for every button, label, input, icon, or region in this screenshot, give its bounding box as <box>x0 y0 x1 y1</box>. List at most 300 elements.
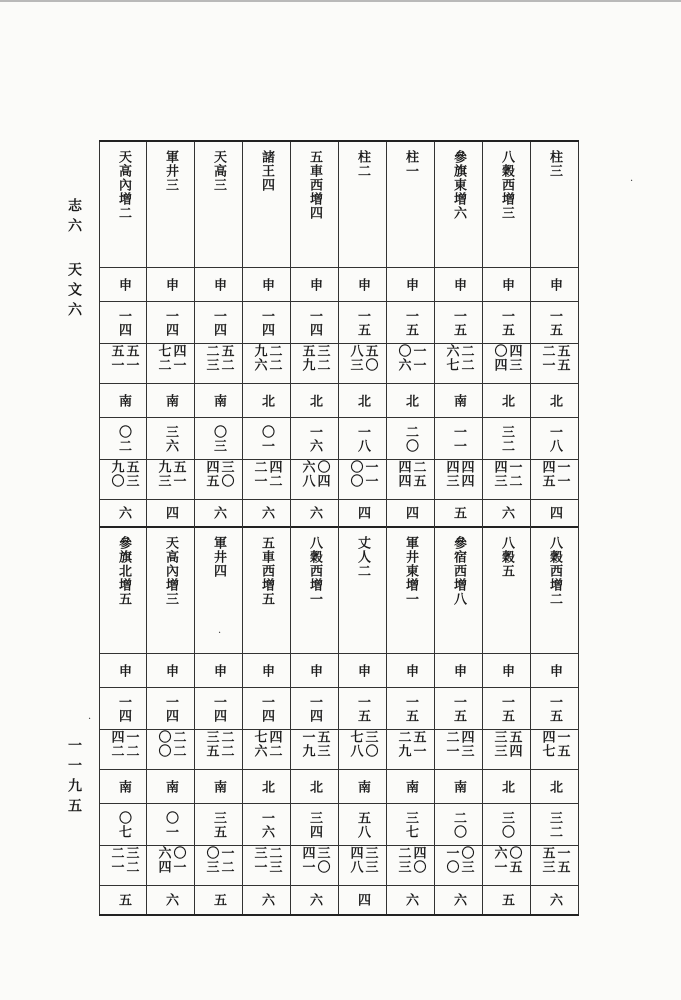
degree-cell <box>291 688 338 730</box>
hour-cell-text: 申 <box>499 663 514 678</box>
magnitude-cell <box>147 886 194 914</box>
direction-cell <box>531 770 578 804</box>
hour-cell-text: 申 <box>163 277 178 292</box>
degree-cell <box>147 302 194 344</box>
lat-minute-cell-text: 一一〇〇 <box>347 460 378 488</box>
magnitude-cell-text: 四 <box>355 893 370 907</box>
hour-cell-text: 申 <box>499 277 514 292</box>
direction-cell-text: 北 <box>499 779 514 794</box>
lat-minute-cell-text: 二五四四 <box>395 460 426 488</box>
direction-cell-text: 南 <box>211 779 226 794</box>
lat-degree-cell <box>387 804 434 846</box>
magnitude-cell <box>339 886 386 914</box>
direction-cell <box>435 770 482 804</box>
hour-cell <box>147 268 194 302</box>
hour-cell <box>435 268 482 302</box>
magnitude-cell-text: 六 <box>307 506 322 520</box>
star-name <box>483 528 530 654</box>
lat-minute-cell-text: 四四四三 <box>443 460 474 488</box>
lat-degree-cell-text: 三〇 <box>499 810 514 839</box>
magnitude-cell <box>387 500 434 528</box>
lat-minute-cell <box>435 460 482 500</box>
minute-cell <box>483 344 530 384</box>
hour-cell-text: 申 <box>355 663 370 678</box>
star-name <box>147 142 194 268</box>
direction-cell <box>435 384 482 418</box>
lat-minute-cell-text: 四二二一 <box>251 460 282 488</box>
lat-degree-cell <box>147 804 194 846</box>
direction-cell <box>147 384 194 418</box>
table-column <box>195 142 243 914</box>
magnitude-cell <box>435 500 482 528</box>
star-name-text: 八穀西增一 <box>307 536 322 606</box>
star-name-text: 八穀西增二 <box>547 536 562 606</box>
degree-cell-text: 一四 <box>211 308 226 337</box>
star-name-text: 參旗東增六 <box>451 150 466 220</box>
minute-cell-text: 三二五九 <box>299 344 330 372</box>
lat-minute-cell <box>195 846 242 886</box>
magnitude-cell-text: 五 <box>211 893 226 907</box>
magnitude-cell <box>100 886 147 914</box>
speck-mark: · <box>88 714 92 725</box>
lat-degree-cell <box>339 804 386 846</box>
degree-cell-text: 一五 <box>355 308 370 337</box>
degree-cell-text: 一四 <box>163 308 178 337</box>
lat-degree-cell-text: 二〇 <box>403 424 418 453</box>
magnitude-cell-text: 六 <box>116 506 131 520</box>
hour-cell-text: 申 <box>451 663 466 678</box>
minute-cell <box>435 344 482 384</box>
degree-cell-text: 一五 <box>451 308 466 337</box>
lat-minute-cell <box>291 460 338 500</box>
direction-cell-text: 南 <box>211 393 226 408</box>
lat-degree-cell-text: 二〇 <box>451 810 466 839</box>
degree-cell <box>100 688 147 730</box>
lat-degree-cell-text: 一六 <box>259 810 274 839</box>
table-column <box>243 142 291 914</box>
direction-cell-text: 南 <box>451 393 466 408</box>
lat-minute-cell <box>435 846 482 886</box>
lat-minute-cell-text: 三〇四一 <box>299 846 330 874</box>
star-name <box>100 142 147 268</box>
lat-degree-cell <box>483 418 530 460</box>
star-name-text: 柱二 <box>355 150 370 178</box>
direction-cell <box>483 770 530 804</box>
lat-minute-cell-text: 三〇四五 <box>203 460 234 488</box>
lat-degree-cell-text: 一八 <box>355 424 370 453</box>
lat-minute-cell <box>339 846 386 886</box>
star-name <box>387 142 434 268</box>
lat-minute-cell <box>291 846 338 886</box>
degree-cell-text: 一四 <box>163 694 178 723</box>
star-name-text: 軍井三 <box>163 150 178 192</box>
star-name <box>531 142 578 268</box>
hour-cell <box>291 654 338 688</box>
degree-cell-text: 一五 <box>547 308 562 337</box>
lat-minute-cell-text: 五一九三 <box>155 460 186 488</box>
minute-cell <box>339 344 386 384</box>
lat-degree-cell-text: 三四 <box>307 810 322 839</box>
lat-minute-cell <box>387 846 434 886</box>
star-name-text: 天高內增三 <box>163 536 178 606</box>
lat-minute-cell <box>100 846 147 886</box>
hour-cell-text: 申 <box>116 277 131 292</box>
lat-minute-cell <box>483 846 530 886</box>
degree-cell-text: 一五 <box>355 694 370 723</box>
hour-cell-text: 申 <box>116 663 131 678</box>
direction-cell-text: 北 <box>307 779 322 794</box>
magnitude-cell <box>291 500 338 528</box>
minute-cell <box>339 730 386 770</box>
star-name <box>147 528 194 654</box>
hour-cell <box>147 654 194 688</box>
lat-degree-cell <box>531 804 578 846</box>
lat-minute-cell <box>387 460 434 500</box>
degree-cell <box>243 688 290 730</box>
lat-minute-cell-text: 〇一六四 <box>155 846 186 874</box>
degree-cell-text: 一四 <box>116 694 131 723</box>
magnitude-cell <box>483 500 530 528</box>
lat-minute-cell-text: 三二二一 <box>108 846 139 874</box>
lat-minute-cell <box>339 460 386 500</box>
lat-degree-cell-text: 〇二 <box>116 424 131 453</box>
minute-cell <box>147 730 194 770</box>
lat-degree-cell <box>291 418 338 460</box>
minute-cell-text: 五五二一 <box>539 344 570 372</box>
direction-cell-text: 南 <box>116 393 131 408</box>
lat-degree-cell <box>483 804 530 846</box>
hour-cell <box>339 654 386 688</box>
lat-degree-cell <box>100 804 147 846</box>
direction-cell-text: 南 <box>163 779 178 794</box>
minute-cell <box>195 344 242 384</box>
degree-cell-text: 一五 <box>403 694 418 723</box>
lat-degree-cell-text: 三六 <box>163 424 178 453</box>
hour-cell-text: 申 <box>259 663 274 678</box>
degree-cell-text: 一四 <box>116 308 131 337</box>
star-name <box>243 528 290 654</box>
hour-cell <box>291 268 338 302</box>
star-name-text: 軍井東增一 <box>403 536 418 606</box>
magnitude-cell <box>531 500 578 528</box>
hour-cell <box>531 654 578 688</box>
magnitude-cell <box>195 500 242 528</box>
star-name-text: 參宿西增八 <box>451 536 466 606</box>
star-name-text: 天高三 <box>211 150 226 192</box>
degree-cell <box>387 688 434 730</box>
direction-cell <box>291 770 338 804</box>
degree-cell <box>147 688 194 730</box>
lat-minute-cell-text: 一二四三 <box>491 460 522 488</box>
lat-minute-cell-text: 〇四六八 <box>299 460 330 488</box>
minute-cell-text: 五四三三 <box>491 730 522 758</box>
magnitude-cell <box>435 886 482 914</box>
lat-minute-cell-text: 二三三一 <box>251 846 282 874</box>
direction-cell <box>243 770 290 804</box>
magnitude-cell-text: 五 <box>116 893 131 907</box>
magnitude-cell-text: 六 <box>499 506 514 520</box>
degree-cell <box>291 302 338 344</box>
direction-cell <box>195 384 242 418</box>
lat-minute-cell <box>243 460 290 500</box>
minute-cell <box>291 344 338 384</box>
minute-cell-text: 二二〇〇 <box>155 730 186 758</box>
table-column <box>99 142 147 914</box>
degree-cell <box>243 302 290 344</box>
minute-cell <box>243 344 290 384</box>
hour-cell-text: 申 <box>259 277 274 292</box>
table-column <box>147 142 195 914</box>
lat-minute-cell <box>100 460 147 500</box>
minute-cell-text: 五三一九 <box>299 730 330 758</box>
lat-degree-cell-text: 〇三 <box>211 424 226 453</box>
lat-minute-cell-text: 三三四八 <box>347 846 378 874</box>
lat-degree-cell <box>100 418 147 460</box>
magnitude-cell <box>531 886 578 914</box>
magnitude-cell-text: 六 <box>259 893 274 907</box>
hour-cell <box>435 654 482 688</box>
degree-cell <box>195 302 242 344</box>
degree-cell <box>387 302 434 344</box>
direction-cell-text: 南 <box>403 779 418 794</box>
lat-degree-cell-text: 〇一 <box>259 424 274 453</box>
magnitude-cell-text: 六 <box>163 893 178 907</box>
star-name <box>291 142 338 268</box>
star-name <box>339 142 386 268</box>
star-name-text: 八穀五 <box>499 536 514 578</box>
degree-cell <box>100 302 147 344</box>
star-name-text: 軍井四 <box>211 536 226 578</box>
degree-cell-text: 一五 <box>499 694 514 723</box>
hour-cell-text: 申 <box>547 277 562 292</box>
star-name-text: 諸王四 <box>259 150 274 192</box>
direction-cell <box>339 384 386 418</box>
minute-cell <box>100 344 147 384</box>
hour-cell-text: 申 <box>403 663 418 678</box>
lat-degree-cell-text: 三二 <box>547 810 562 839</box>
minute-cell-text: 五二二三 <box>203 344 234 372</box>
minute-cell <box>531 730 578 770</box>
lat-minute-cell <box>531 846 578 886</box>
hour-cell <box>387 268 434 302</box>
direction-cell-text: 北 <box>547 393 562 408</box>
star-name-text: 參旗北增五 <box>116 536 131 606</box>
degree-cell-text: 一五 <box>451 694 466 723</box>
minute-cell-text: 一二四二 <box>108 730 139 758</box>
star-name-text: 柱一 <box>403 150 418 178</box>
magnitude-cell-text: 四 <box>547 506 562 520</box>
lat-minute-cell <box>531 460 578 500</box>
table-column <box>387 142 435 914</box>
degree-cell <box>195 688 242 730</box>
chapter-label: 志六 <box>66 198 82 238</box>
star-name <box>531 528 578 654</box>
magnitude-cell <box>195 886 242 914</box>
magnitude-cell <box>147 500 194 528</box>
lat-degree-cell-text: 一八 <box>547 424 562 453</box>
magnitude-cell-text: 六 <box>259 506 274 520</box>
star-name <box>387 528 434 654</box>
direction-cell-text: 北 <box>355 393 370 408</box>
hour-cell <box>195 654 242 688</box>
lat-degree-cell-text: 三七 <box>403 810 418 839</box>
lat-minute-cell-text: 一五五三 <box>539 846 570 874</box>
minute-cell <box>387 730 434 770</box>
degree-cell <box>531 688 578 730</box>
star-name-text: 丈人二 <box>355 536 370 578</box>
lat-degree-cell <box>195 804 242 846</box>
direction-cell-text: 南 <box>451 779 466 794</box>
minute-cell <box>291 730 338 770</box>
minute-cell <box>435 730 482 770</box>
minute-cell-text: 一五四七 <box>539 730 570 758</box>
hour-cell-text: 申 <box>451 277 466 292</box>
lat-minute-cell <box>147 460 194 500</box>
degree-cell <box>435 688 482 730</box>
star-name <box>435 142 482 268</box>
direction-cell <box>195 770 242 804</box>
minute-cell <box>387 344 434 384</box>
table-column <box>291 142 339 914</box>
minute-cell-text: 四三〇四 <box>491 344 522 372</box>
lat-minute-cell <box>243 846 290 886</box>
minute-cell-text: 四一七二 <box>155 344 186 372</box>
direction-cell-text: 南 <box>163 393 178 408</box>
lat-minute-cell <box>147 846 194 886</box>
degree-cell-text: 一五 <box>547 694 562 723</box>
minute-cell-text: 二二三五 <box>203 730 234 758</box>
page-number: 一一九五 <box>66 738 82 818</box>
lat-degree-cell <box>531 418 578 460</box>
lat-degree-cell <box>243 804 290 846</box>
lat-degree-cell-text: 〇一 <box>163 810 178 839</box>
lat-degree-cell-text: 三二 <box>499 424 514 453</box>
direction-cell-text: 北 <box>259 393 274 408</box>
hour-cell-text: 申 <box>307 663 322 678</box>
star-name <box>243 142 290 268</box>
table-column <box>339 142 387 914</box>
minute-cell-text: 五〇八三 <box>347 344 378 372</box>
minute-cell <box>483 730 530 770</box>
lat-minute-cell-text: 五三九〇 <box>108 460 139 488</box>
star-name-text: 八穀西增三 <box>499 150 514 220</box>
magnitude-cell-text: 五 <box>451 506 466 520</box>
hour-cell <box>100 268 147 302</box>
degree-cell <box>339 688 386 730</box>
star-name-text: 五車西增四 <box>307 150 322 220</box>
table-column <box>435 142 483 914</box>
lat-degree-cell <box>435 804 482 846</box>
direction-cell <box>243 384 290 418</box>
magnitude-cell-text: 六 <box>403 893 418 907</box>
direction-cell-text: 北 <box>547 779 562 794</box>
degree-cell-text: 一五 <box>499 308 514 337</box>
direction-cell <box>339 770 386 804</box>
degree-cell <box>531 302 578 344</box>
magnitude-cell-text: 四 <box>355 506 370 520</box>
star-name <box>195 142 242 268</box>
hour-cell <box>243 654 290 688</box>
magnitude-cell-text: 四 <box>163 506 178 520</box>
minute-cell-text: 二二九六 <box>251 344 282 372</box>
star-name <box>100 528 147 654</box>
star-name <box>195 528 242 654</box>
hour-cell <box>387 654 434 688</box>
minute-cell <box>243 730 290 770</box>
lat-degree-cell-text: 〇七 <box>116 810 131 839</box>
magnitude-cell <box>100 500 147 528</box>
hour-cell <box>243 268 290 302</box>
star-name <box>435 528 482 654</box>
degree-cell-text: 一五 <box>403 308 418 337</box>
minute-cell-text: 五一二九 <box>395 730 426 758</box>
direction-cell-text: 南 <box>355 779 370 794</box>
lat-degree-cell <box>291 804 338 846</box>
star-name-text: 天高內增二 <box>116 150 131 220</box>
magnitude-cell-text: 四 <box>403 506 418 520</box>
magnitude-cell-text: 六 <box>451 893 466 907</box>
hour-cell-text: 申 <box>403 277 418 292</box>
minute-cell-text: 一一〇六 <box>395 344 426 372</box>
degree-cell <box>483 302 530 344</box>
direction-cell <box>483 384 530 418</box>
table-column <box>483 142 531 914</box>
minute-cell <box>100 730 147 770</box>
direction-cell <box>147 770 194 804</box>
lat-minute-cell-text: 〇三一〇 <box>443 846 474 874</box>
magnitude-cell <box>483 886 530 914</box>
degree-cell-text: 一四 <box>259 694 274 723</box>
lat-minute-cell-text: 〇五六一 <box>491 846 522 874</box>
lat-minute-cell-text: 四〇二三 <box>395 846 426 874</box>
lat-degree-cell-text: 三五 <box>211 810 226 839</box>
magnitude-cell <box>243 500 290 528</box>
lat-degree-cell <box>435 418 482 460</box>
degree-cell-text: 一四 <box>307 308 322 337</box>
minute-cell-text: 二二六七 <box>443 344 474 372</box>
hour-cell <box>483 268 530 302</box>
lat-degree-cell <box>195 418 242 460</box>
star-name <box>291 528 338 654</box>
hour-cell <box>100 654 147 688</box>
degree-cell-text: 一四 <box>307 694 322 723</box>
magnitude-cell-text: 五 <box>499 893 514 907</box>
lat-degree-cell <box>339 418 386 460</box>
direction-cell <box>531 384 578 418</box>
lat-minute-cell <box>195 460 242 500</box>
lat-degree-cell <box>147 418 194 460</box>
direction-cell-text: 北 <box>307 393 322 408</box>
degree-cell-text: 一四 <box>211 694 226 723</box>
hour-cell-text: 申 <box>307 277 322 292</box>
minute-cell-text: 四二七六 <box>251 730 282 758</box>
lat-degree-cell-text: 一六 <box>307 424 322 453</box>
magnitude-cell <box>387 886 434 914</box>
degree-cell <box>339 302 386 344</box>
hour-cell-text: 申 <box>211 663 226 678</box>
direction-cell <box>387 770 434 804</box>
direction-cell <box>100 770 147 804</box>
hour-cell <box>195 268 242 302</box>
hour-cell-text: 申 <box>355 277 370 292</box>
minute-cell-text: 五一五一 <box>108 344 139 372</box>
magnitude-cell <box>243 886 290 914</box>
lat-degree-cell <box>243 418 290 460</box>
hour-cell <box>531 268 578 302</box>
hour-cell-text: 申 <box>211 277 226 292</box>
magnitude-cell-text: 六 <box>307 893 322 907</box>
lat-minute-cell <box>483 460 530 500</box>
